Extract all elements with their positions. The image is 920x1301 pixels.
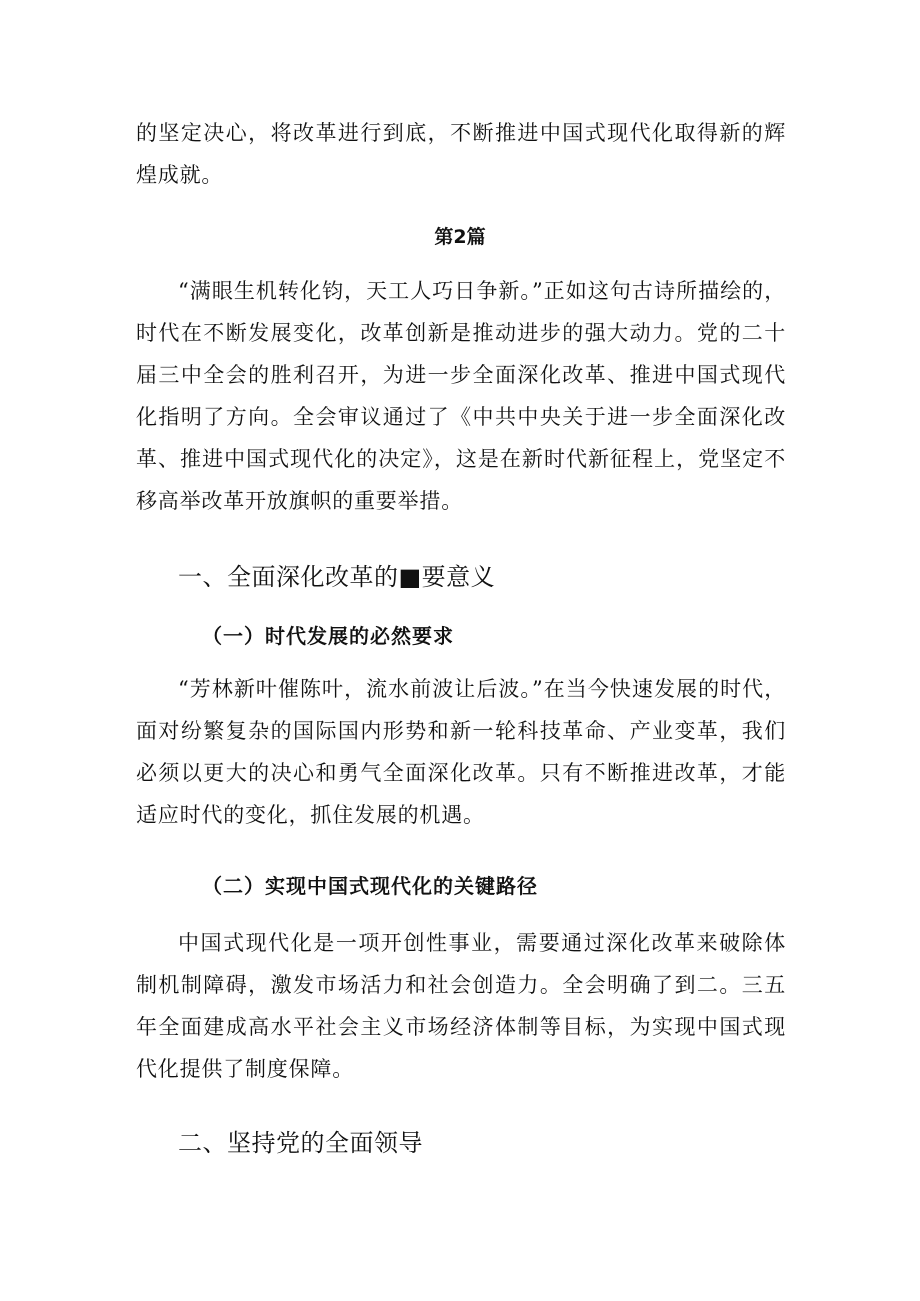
subsection-2-heading: （二）实现中国式现代化的关键路径 — [202, 874, 538, 898]
subsection-1-heading: （一）时代发展的必然要求 — [202, 624, 454, 648]
section-2-heading: 二、坚持党的全面领导 — [178, 1129, 423, 1157]
chapter-title: 第2篇 — [434, 226, 486, 248]
section-1-heading: 一、全面深化改革的■要意义 — [178, 563, 496, 591]
subsection-1-paragraph: “芳林新叶催陈叶，流水前波让后波。”在当今快速发展的时代，面对纷繁复杂的国际国内形势和新一轮科技革命、产业变革，我们必须以更大的决心和勇气全面深化改革。只有不断推进改革，才能适应时代的变化，抓住发展的机遇。 — [136, 677, 786, 827]
subsection-2-paragraph: 中国式现代化是一项开创性事业，需要通过深化改革来破除体制机制障碍，激发市场活力和社会创造力。全会明确了到二。三五年全面建成高水平社会主义市场经济体制等目标，为实现中国式现代化提供了制度保障。 — [136, 931, 786, 1081]
intro-paragraph: “满眼生机转化钧，天工人巧日争新。”正如这句古诗所描绘的，时代在不断发展变化，改革创新是推动进步的强大动力。党的二十届三中全会的胜利召开，为进一步全面深化改革、推进中国式现代化指明了方向。全会审议通过了《中共中央关于进一步全面深化改革、推进中国式现代化的决定》，这是在新时代新征程上，党坚定不移高举改革开放旗帜的重要举措。 — [136, 279, 786, 513]
continuation-paragraph: 的坚定决心，将改革进行到底，不断推进中国式现代化取得新的辉煌成就。 — [136, 121, 786, 187]
